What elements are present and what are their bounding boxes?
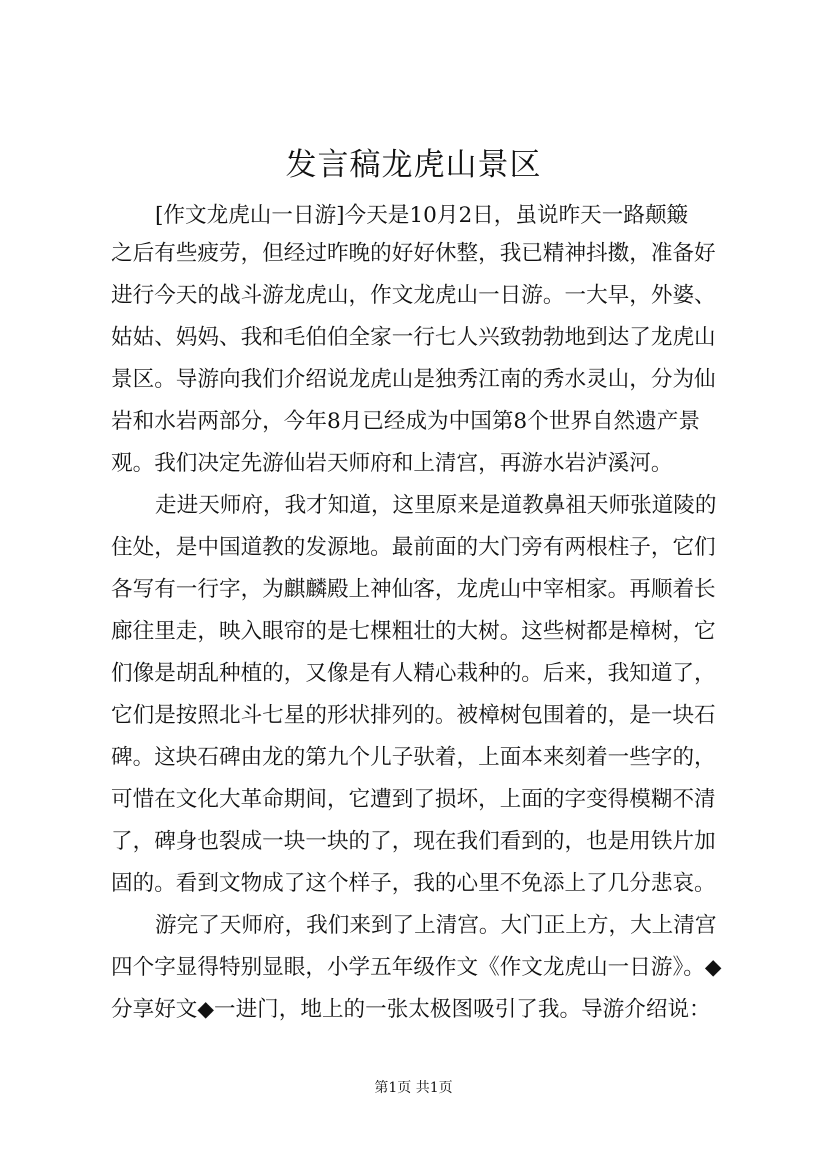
paragraph-line: [作文龙虎山一日游]今天是10月2日，虽说昨天一路颠簸 xyxy=(155,203,689,228)
paragraph-line: 分享好文◆一进门，地上的一张太极图吸引了我。导游介绍说： xyxy=(111,997,711,1022)
paragraph-line: 各写有一行字，为麒麟殿上神仙客，龙虎山中宰相家。再顺着长 xyxy=(111,577,716,602)
paragraph-line: 廊往里走，映入眼帘的是七棵粗壮的大树。这些树都是樟树，它 xyxy=(111,619,716,644)
paragraph-line: 了，碑身也裂成一块一块的了，现在我们看到的，也是用铁片加 xyxy=(111,829,716,854)
paragraph-line: 们像是胡乱种植的，又像是有人精心栽种的。后来，我知道了， xyxy=(111,661,716,686)
paragraph-line: 之后有些疲劳，但经过昨晚的好好休整，我已精神抖擞，准备好 xyxy=(111,241,716,266)
paragraph-line: 四个字显得特别显眼，小学五年级作文《作文龙虎山一日游》。◆ xyxy=(111,955,722,980)
paragraph-line: 进行今天的战斗游龙虎山，作文龙虎山一日游。一大早，外婆、 xyxy=(111,283,716,308)
paragraph-line: 它们是按照北斗七星的形状排列的。被樟树包围着的，是一块石 xyxy=(111,703,716,728)
paragraph-line: 观。我们决定先游仙岩天师府和上清宫，再游水岩泸溪河。 xyxy=(111,451,673,476)
paragraph-line: 岩和水岩两部分，今年8月已经成为中国第8个世界自然遗产景 xyxy=(111,409,700,434)
paragraph-line: 固的。看到文物成了这个样子，我的心里不免添上了几分悲哀。 xyxy=(111,871,716,896)
paragraph-line: 姑姑、妈妈、我和毛伯伯全家一行七人兴致勃勃地到达了龙虎山 xyxy=(111,325,716,350)
paragraph-line: 景区。导游向我们介绍说龙虎山是独秀江南的秀水灵山，分为仙 xyxy=(111,367,716,392)
paragraph-line: 走进天师府，我才知道，这里原来是道教鼻祖天师张道陵的 xyxy=(155,493,717,518)
page-number-footer: 第1页 共1页 xyxy=(374,1080,453,1096)
paragraph-line: 碑。这块石碑由龙的第九个儿子驮着，上面本来刻着一些字的， xyxy=(111,745,716,770)
paragraph-line: 可惜在文化大革命期间，它遭到了损坏，上面的字变得模糊不清 xyxy=(111,787,716,812)
paragraph-line: 住处，是中国道教的发源地。最前面的大门旁有两根柱子，它们 xyxy=(111,535,716,560)
paragraph-line: 游完了天师府，我们来到了上清宫。大门正上方，大上清宫 xyxy=(155,913,717,938)
document-title: 发言稿龙虎山景区 xyxy=(285,147,542,183)
